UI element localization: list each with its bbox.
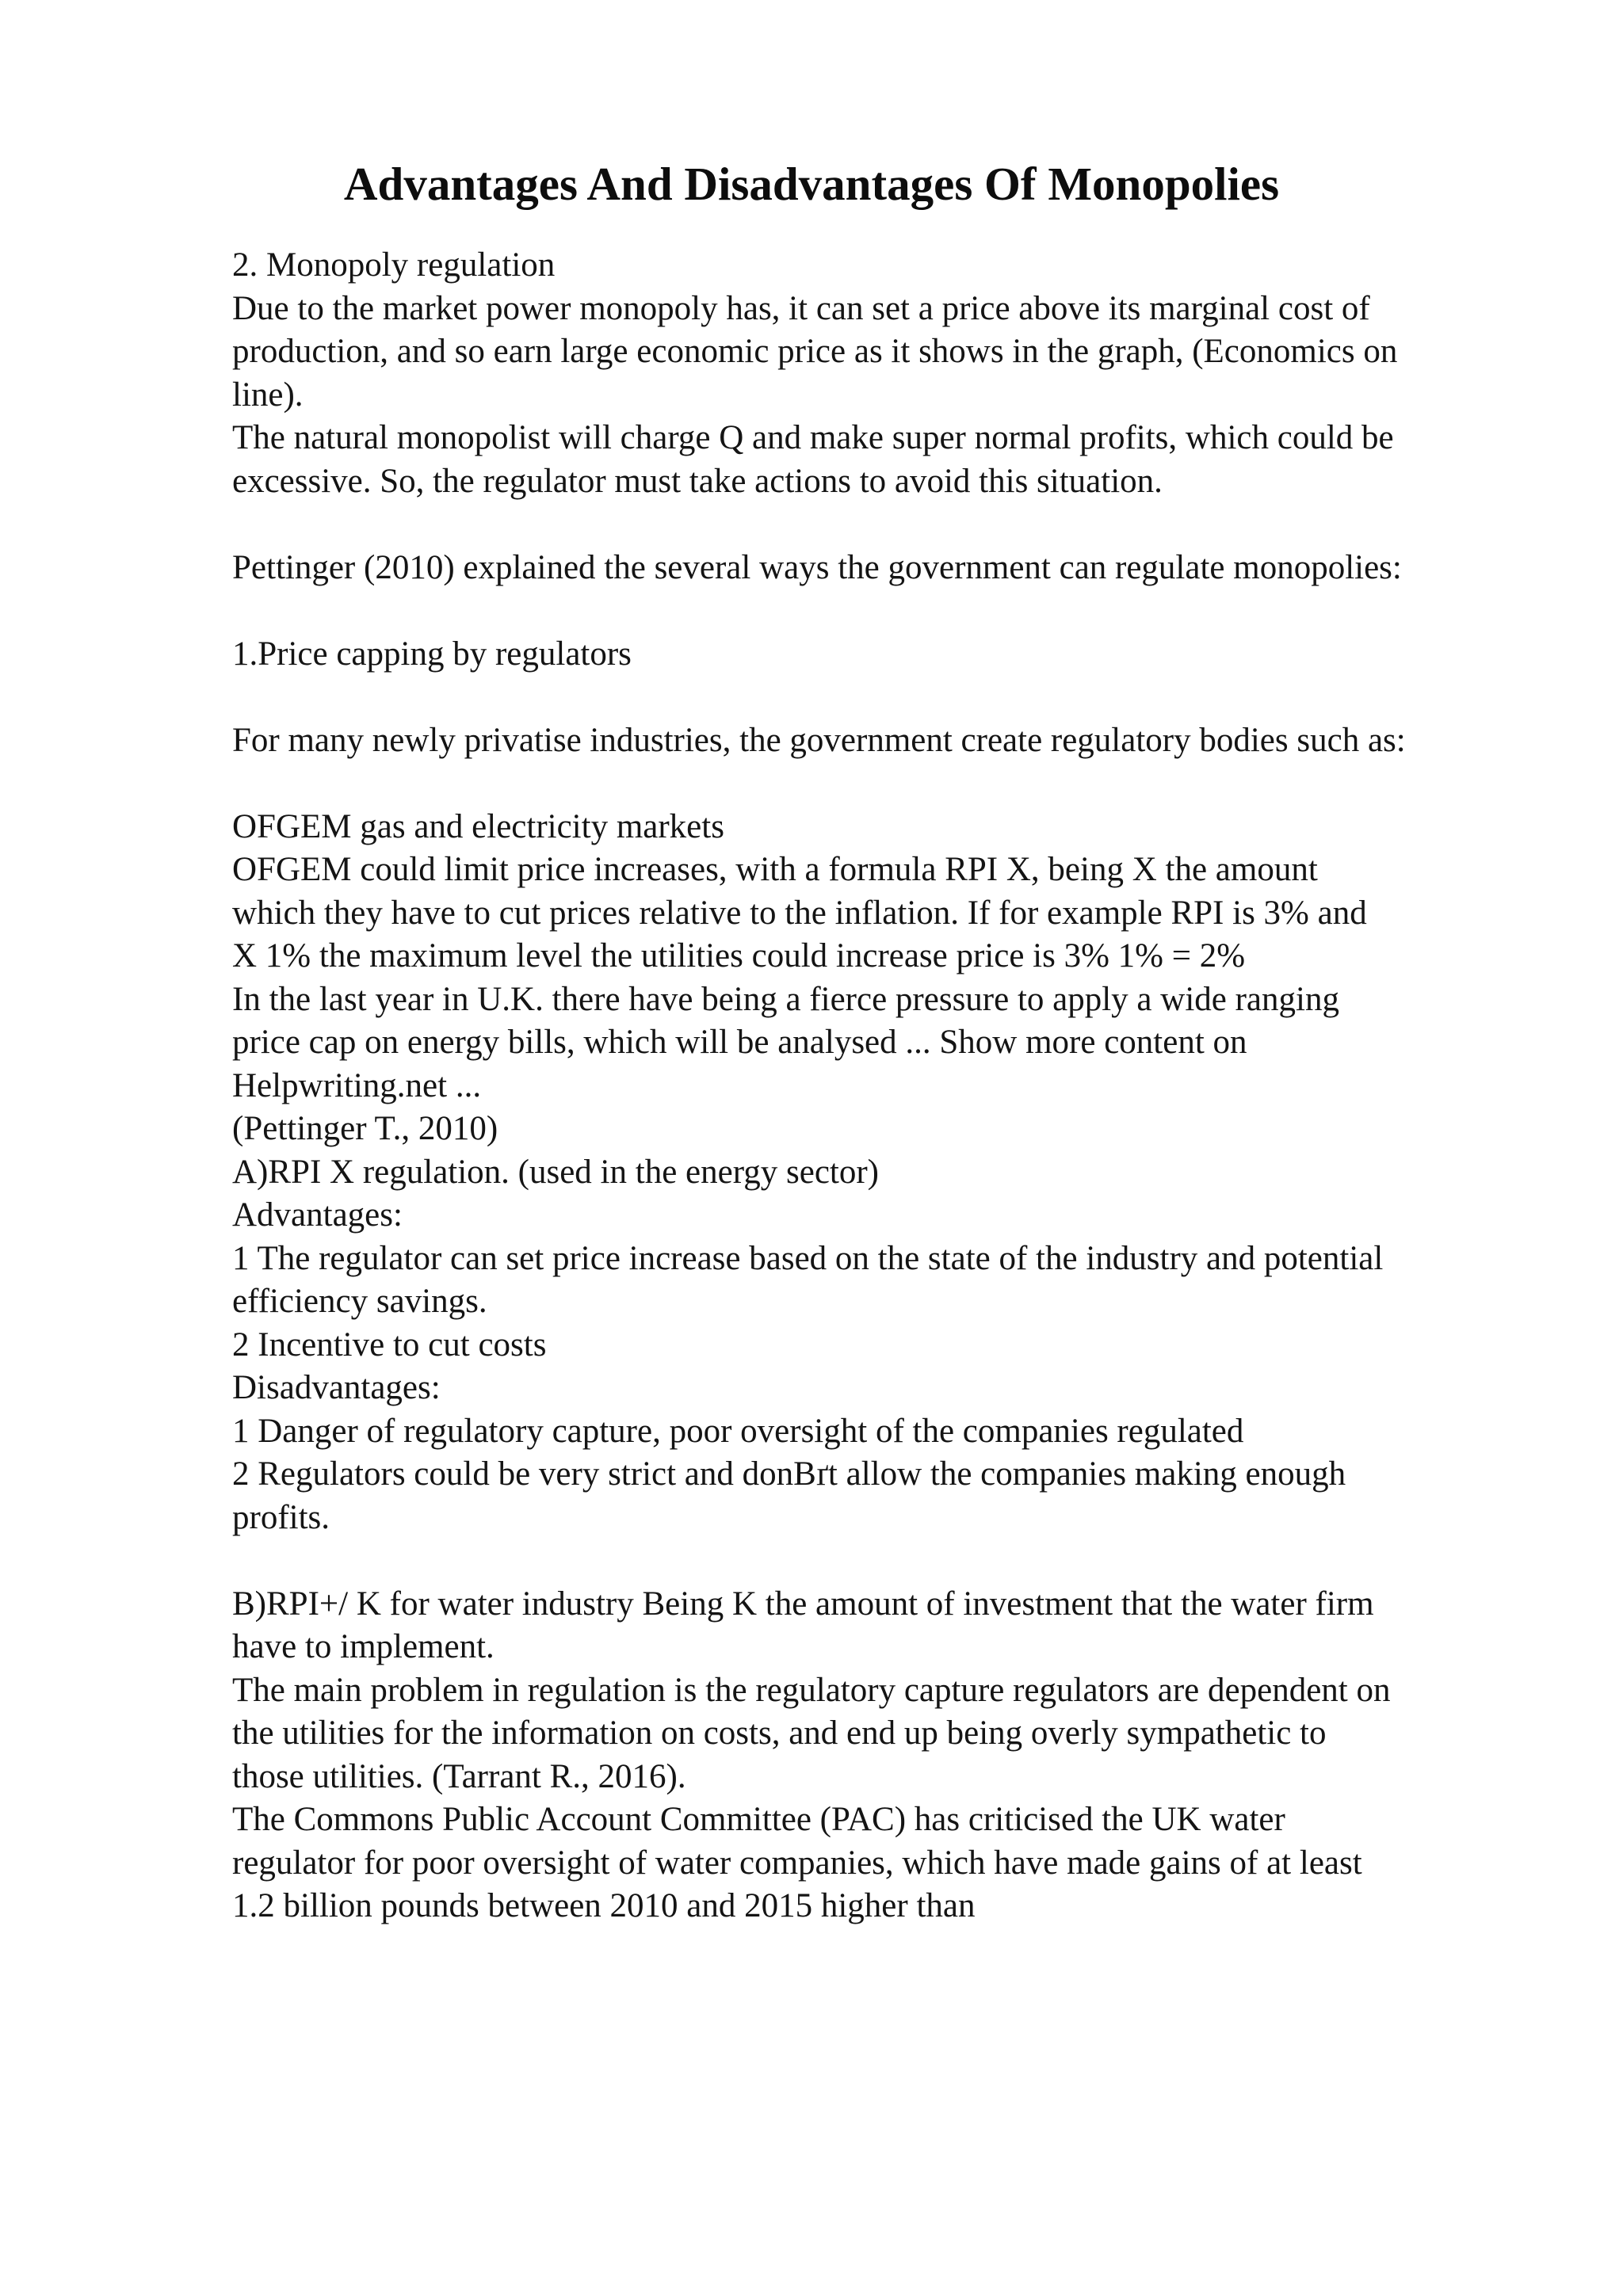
text-line: Disadvantages: [232, 1369, 441, 1406]
text-line: (Pettinger T., 2010) [232, 1110, 498, 1147]
text-line: efficiency savings. [232, 1283, 487, 1320]
text-line: excessive. So, the regulator must take actions to avoid this situation. [232, 462, 1163, 500]
text-line: Helpwriting.net ... [232, 1066, 482, 1104]
paragraph-break [232, 762, 1500, 806]
text-line: have to implement. [232, 1628, 495, 1665]
text-line: production, and so earn large economic price as it shows in the graph, (Economics on [232, 333, 1398, 370]
text-line: The main problem in regulation is the regulatory capture regulators are dependent on [232, 1671, 1391, 1709]
text-line: profits. [232, 1498, 330, 1536]
text-line: 1.Price capping by regulators [232, 635, 632, 673]
text-line: Pettinger (2010) explained the several ways the government can regulate monopolies: [232, 548, 1402, 586]
text-line: price cap on energy bills, which will be analysed ... Show more content on [232, 1024, 1247, 1061]
paragraph-break [232, 1539, 1500, 1583]
text-line: OFGEM gas and electricity markets [232, 807, 724, 845]
text-line: The Commons Public Account Committee (PAC) has criticised the UK water [232, 1801, 1285, 1838]
text-line: X 1% the maximum level the utilities could increase price is 3% 1% = 2% [232, 937, 1246, 974]
text-line: 1.2 billion pounds between 2010 and 2015 higher than [232, 1887, 976, 1924]
paragraph-break [232, 589, 1500, 633]
text-line: regulator for poor oversight of water companies, which have made gains of at least [232, 1844, 1362, 1882]
text-line: Advantages: [232, 1196, 403, 1234]
text-line: those utilities. (Tarrant R., 2016). [232, 1757, 686, 1795]
paragraph-break [232, 676, 1500, 719]
text-line: A)RPI X regulation. (used in the energy sector) [232, 1153, 879, 1191]
text-line: the utilities for the information on costs, and end up being overly sympathetic to [232, 1714, 1327, 1752]
text-line: which they have to cut prices relative to the inflation. If for example RPI is 3% and [232, 894, 1367, 932]
text-line: 2 Regulators could be very strict and donВґt allow the companies making enough [232, 1455, 1346, 1493]
document-title: Advantages And Disadvantages Of Monopolies [343, 158, 1280, 210]
text-line: 1 The regulator can set price increase based on the state of the industry and potential [232, 1239, 1384, 1277]
text-line: B)RPI+/ K for water industry Being K the amount of investment that the water firm [232, 1585, 1374, 1623]
paragraph-break [232, 503, 1500, 547]
text-line: 1 Danger of regulatory capture, poor oversight of the companies regulated [232, 1412, 1244, 1450]
text-line: 2. Monopoly regulation [232, 246, 556, 284]
text-line: 2 Incentive to cut costs [232, 1325, 547, 1363]
text-line: The natural monopolist will charge Q and make super normal profits, which could be [232, 419, 1394, 456]
text-line: In the last year in U.K. there have being a fierce pressure to apply a wide ranging [232, 980, 1339, 1018]
text-line: Due to the market power monopoly has, it can set a price above its marginal cost of [232, 289, 1370, 327]
document-body [232, 244, 1500, 1928]
text-line: line). [232, 376, 304, 414]
text-line: For many newly privatise industries, the government create regulatory bodies such as: [232, 721, 1406, 759]
text-line: OFGEM could limit price increases, with a formula RPI X, being X the amount [232, 851, 1318, 888]
